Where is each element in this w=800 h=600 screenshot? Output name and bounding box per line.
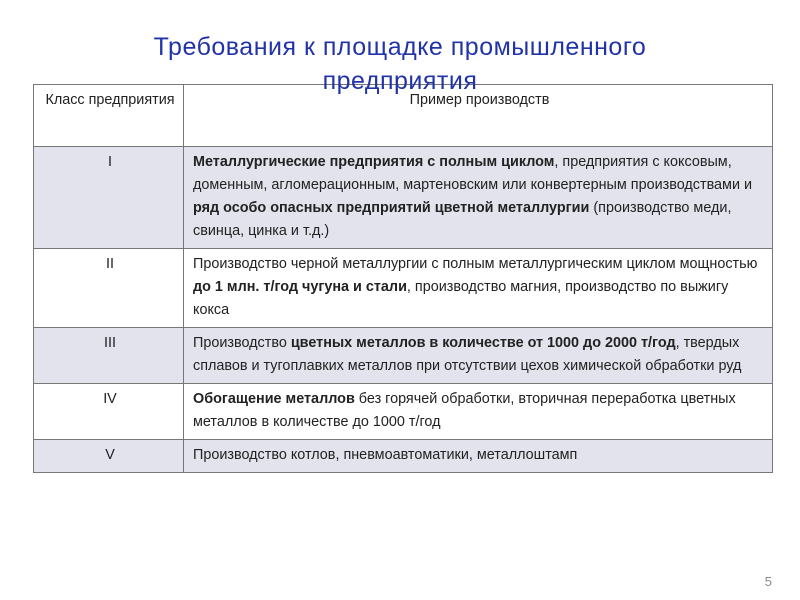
table-row [34,384,773,440]
example-text-bold: Обогащение металлов [193,391,355,407]
example-text-bold: ряд особо опасных предприятий цветной металлургии [193,200,590,216]
enterprise-class: II [34,249,184,328]
table-row [34,440,773,473]
example-text: , предприятия с коксовым, доменным, агломерационным, мартеновским или конвертерным производствами и [193,154,753,193]
production-example [184,147,773,249]
table-row [34,328,773,384]
header-class: Класс предприятия [34,85,184,147]
example-text-bold: Металлургические предприятия с полным циклом [193,154,555,170]
example-text: Производство черной металлургии с полным металлургическим циклом мощностью [193,256,758,272]
slide-title [0,30,800,98]
example-text: , производство магния, производство по выжигу кокса [193,279,729,318]
enterprise-class: I [34,147,184,249]
example-text: Производство [193,335,291,351]
example-text-bold: цветных металлов в количестве от 1000 до 2000 т/год [290,335,676,351]
slide-title-line-1: Требования к площадке промышленного [153,33,647,61]
enterprise-class: IV [34,384,184,440]
production-example [184,440,773,473]
requirements-table [33,84,773,473]
page-number: 5 [764,574,772,589]
production-example [184,249,773,328]
production-example [184,328,773,384]
example-text: Производство котлов, пневмоавтоматики, металлоштамп [193,447,578,463]
header-example: Пример производств [184,85,773,147]
example-text-bold: до 1 млн. т/год чугуна и стали [193,279,407,295]
production-example [184,384,773,440]
example-text: (производство меди, свинца, цинка и т.д.) [193,200,732,239]
slide-title-line-2: предприятия [322,67,478,95]
example-text: , твердых сплавов и тугоплавких металлов при отсутствии цехов химической обработки руд [193,335,742,374]
enterprise-class: III [34,328,184,384]
enterprise-class: V [34,440,184,473]
table-row [34,249,773,328]
example-text: без горячей обработки, вторичная переработка цветных металлов в количестве до 1000 т/год [193,391,736,430]
table-row [34,147,773,249]
